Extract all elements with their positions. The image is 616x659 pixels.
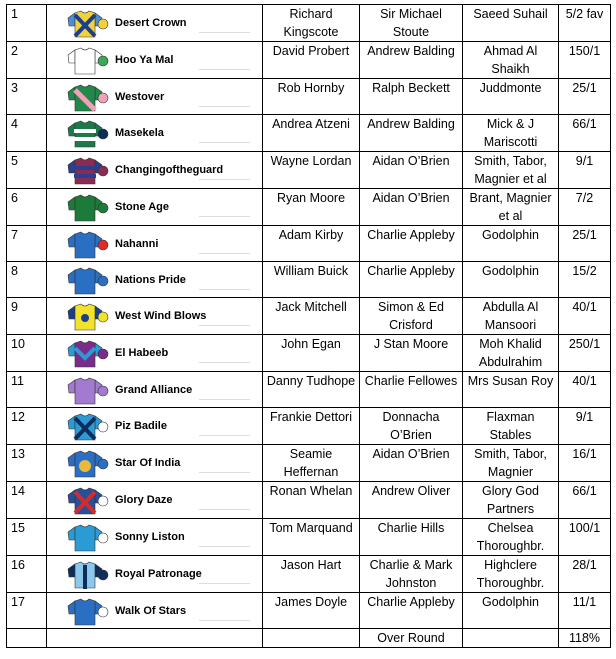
horse-cell xyxy=(47,79,263,115)
jockey-silk-icon xyxy=(65,409,109,441)
owner-name: Chelsea Thoroughbr. xyxy=(463,519,559,556)
horse-cell xyxy=(47,298,263,335)
horse-name: Hoo Ya Mal xyxy=(115,54,174,66)
jockey-silk-icon xyxy=(65,153,109,185)
owner-name: Godolphin xyxy=(463,262,559,298)
name-underline xyxy=(199,69,250,70)
name-underline xyxy=(199,325,250,326)
horse-name: Masekela xyxy=(115,127,164,139)
horse-name: Nahanni xyxy=(115,238,159,250)
jockey-name: Wayne Lordan xyxy=(263,152,360,189)
trainer-name: Donnacha O’Brien xyxy=(360,408,463,445)
jockey-silk-icon xyxy=(65,483,109,515)
odds: 5/2 fav xyxy=(559,5,611,42)
trainer-name: Charlie Hills xyxy=(360,519,463,556)
owner-name: Godolphin xyxy=(463,593,559,629)
jockey-name: Jason Hart xyxy=(263,556,360,593)
over-round-value: 118% xyxy=(559,629,611,648)
jockey-name: Jack Mitchell xyxy=(263,298,360,335)
runner-number: 9 xyxy=(7,298,47,335)
owner-name: Mrs Susan Roy xyxy=(463,372,559,408)
jockey-silk-icon xyxy=(65,227,109,259)
horse-cell xyxy=(47,372,263,408)
horse-name: El Habeeb xyxy=(115,347,169,359)
horse-name: Nations Pride xyxy=(115,274,186,286)
trainer-name: Andrew Balding xyxy=(360,42,463,79)
jockey-silk-icon xyxy=(65,6,109,38)
horse-cell xyxy=(47,115,263,152)
jockey-name: Adam Kirby xyxy=(263,226,360,262)
owner-name: Brant, Magnier et al xyxy=(463,189,559,226)
trainer-name: Aidan O’Brien xyxy=(360,445,463,482)
runner-row xyxy=(7,372,611,408)
runner-number: 14 xyxy=(7,482,47,519)
trainer-name: Andrew Balding xyxy=(360,115,463,152)
jockey-name: Richard Kingscote xyxy=(263,5,360,42)
odds: 40/1 xyxy=(559,298,611,335)
name-underline xyxy=(199,362,250,363)
runner-row xyxy=(7,152,611,189)
horse-name: Sonny Liston xyxy=(115,531,185,543)
racecard-rows xyxy=(7,5,611,629)
owner-name: Ahmad Al Shaikh xyxy=(463,42,559,79)
jockey-name: Andrea Atzeni xyxy=(263,115,360,152)
runner-row xyxy=(7,556,611,593)
odds: 66/1 xyxy=(559,482,611,519)
jockey-name: Ronan Whelan xyxy=(263,482,360,519)
horse-name: Piz Badile xyxy=(115,420,167,432)
owner-name: Glory God Partners xyxy=(463,482,559,519)
odds: 250/1 xyxy=(559,335,611,372)
horse-name: West Wind Blows xyxy=(115,310,207,322)
runner-number: 6 xyxy=(7,189,47,226)
name-underline xyxy=(199,546,250,547)
name-underline xyxy=(199,620,250,621)
odds: 25/1 xyxy=(559,79,611,115)
runner-row xyxy=(7,79,611,115)
runner-row xyxy=(7,445,611,482)
horse-cell xyxy=(47,152,263,189)
trainer-name: J Stan Moore xyxy=(360,335,463,372)
horse-name: Westover xyxy=(115,91,165,103)
horse-cell xyxy=(47,408,263,445)
horse-name: Royal Patronage xyxy=(115,568,202,580)
trainer-name: Sir Michael Stoute xyxy=(360,5,463,42)
horse-name: Glory Daze xyxy=(115,494,173,506)
trainer-name: Simon & Ed Crisford xyxy=(360,298,463,335)
runner-number: 3 xyxy=(7,79,47,115)
jockey-name: Seamie Heffernan xyxy=(263,445,360,482)
horse-cell xyxy=(47,519,263,556)
runner-row xyxy=(7,5,611,42)
odds: 15/2 xyxy=(559,262,611,298)
owner-name: Smith, Tabor, Magnier xyxy=(463,445,559,482)
runner-number: 7 xyxy=(7,226,47,262)
owner-name: Flaxman Stables xyxy=(463,408,559,445)
runner-number: 1 xyxy=(7,5,47,42)
jockey-silk-icon xyxy=(65,594,109,626)
jockey-name: William Buick xyxy=(263,262,360,298)
jockey-silk-icon xyxy=(65,299,109,331)
horse-cell xyxy=(47,593,263,629)
odds: 100/1 xyxy=(559,519,611,556)
jockey-silk-icon xyxy=(65,373,109,405)
odds: 28/1 xyxy=(559,556,611,593)
owner-name: Highclere Thoroughbr. xyxy=(463,556,559,593)
runner-row xyxy=(7,42,611,79)
jockey-silk-icon xyxy=(65,263,109,295)
owner-name: Abdulla Al Mansoori xyxy=(463,298,559,335)
horse-name: Grand Alliance xyxy=(115,384,193,396)
jockey-silk-icon xyxy=(65,116,109,148)
name-underline xyxy=(199,142,250,143)
horse-name: Walk Of Stars xyxy=(115,605,187,617)
owner-name: Saeed Suhail xyxy=(463,5,559,42)
odds: 9/1 xyxy=(559,408,611,445)
owner-name: Mick & J Mariscotti xyxy=(463,115,559,152)
runner-row xyxy=(7,262,611,298)
name-underline xyxy=(199,435,250,436)
jockey-name: Frankie Dettori xyxy=(263,408,360,445)
name-underline xyxy=(199,509,250,510)
horse-name: Star Of India xyxy=(115,457,181,469)
runner-row xyxy=(7,298,611,335)
jockey-name: Danny Tudhope xyxy=(263,372,360,408)
horse-cell xyxy=(47,189,263,226)
name-underline xyxy=(199,289,250,290)
runner-row xyxy=(7,482,611,519)
trainer-name: Andrew Oliver xyxy=(360,482,463,519)
horse-cell xyxy=(47,445,263,482)
runner-number: 17 xyxy=(7,593,47,629)
trainer-name: Charlie Appleby xyxy=(360,262,463,298)
name-underline xyxy=(199,472,250,473)
name-underline xyxy=(199,583,250,584)
runner-row xyxy=(7,519,611,556)
jockey-silk-icon xyxy=(65,80,109,112)
odds: 66/1 xyxy=(559,115,611,152)
name-underline xyxy=(199,106,250,107)
trainer-name: Ralph Beckett xyxy=(360,79,463,115)
runner-row xyxy=(7,189,611,226)
jockey-name: James Doyle xyxy=(263,593,360,629)
runner-number: 8 xyxy=(7,262,47,298)
runner-row xyxy=(7,226,611,262)
odds: 11/1 xyxy=(559,593,611,629)
name-underline xyxy=(199,32,250,33)
odds: 16/1 xyxy=(559,445,611,482)
jockey-silk-icon xyxy=(65,43,109,75)
name-underline xyxy=(199,179,250,180)
trainer-name: Aidan O’Brien xyxy=(360,189,463,226)
jockey-silk-icon xyxy=(65,336,109,368)
jockey-name: Rob Hornby xyxy=(263,79,360,115)
jockey-name: John Egan xyxy=(263,335,360,372)
odds: 40/1 xyxy=(559,372,611,408)
runner-row xyxy=(7,593,611,629)
trainer-name: Charlie Appleby xyxy=(360,226,463,262)
horse-name: Stone Age xyxy=(115,201,169,213)
racecard-table xyxy=(6,4,611,648)
owner-name: Moh Khalid Abdulrahim xyxy=(463,335,559,372)
runner-number: 10 xyxy=(7,335,47,372)
owner-name: Juddmonte xyxy=(463,79,559,115)
trainer-name: Charlie & Mark Johnston xyxy=(360,556,463,593)
jockey-silk-icon xyxy=(65,557,109,589)
odds: 150/1 xyxy=(559,42,611,79)
owner-name: Smith, Tabor, Magnier et al xyxy=(463,152,559,189)
runner-number: 15 xyxy=(7,519,47,556)
runner-number: 4 xyxy=(7,115,47,152)
runner-number: 12 xyxy=(7,408,47,445)
runner-row xyxy=(7,115,611,152)
horse-cell xyxy=(47,556,263,593)
horse-cell xyxy=(47,482,263,519)
jockey-silk-icon xyxy=(65,446,109,478)
horse-cell xyxy=(47,5,263,42)
odds: 7/2 xyxy=(559,189,611,226)
name-underline xyxy=(199,216,250,217)
jockey-name: David Probert xyxy=(263,42,360,79)
name-underline xyxy=(199,253,250,254)
runner-number: 11 xyxy=(7,372,47,408)
runner-number: 2 xyxy=(7,42,47,79)
horse-cell xyxy=(47,226,263,262)
trainer-name: Charlie Appleby xyxy=(360,593,463,629)
owner-name: Godolphin xyxy=(463,226,559,262)
footer-row xyxy=(7,629,611,648)
name-underline xyxy=(199,399,250,400)
jockey-name: Tom Marquand xyxy=(263,519,360,556)
trainer-name: Charlie Fellowes xyxy=(360,372,463,408)
jockey-silk-icon xyxy=(65,520,109,552)
horse-name: Desert Crown xyxy=(115,17,187,29)
horse-cell xyxy=(47,42,263,79)
runner-number: 5 xyxy=(7,152,47,189)
horse-name: Changingoftheguard xyxy=(115,164,224,176)
odds: 9/1 xyxy=(559,152,611,189)
over-round-label: Over Round xyxy=(360,629,463,648)
odds: 25/1 xyxy=(559,226,611,262)
jockey-silk-icon xyxy=(65,190,109,222)
horse-cell xyxy=(47,262,263,298)
runner-row xyxy=(7,408,611,445)
jockey-name: Ryan Moore xyxy=(263,189,360,226)
runner-row xyxy=(7,335,611,372)
runner-number: 16 xyxy=(7,556,47,593)
horse-cell xyxy=(47,335,263,372)
trainer-name: Aidan O’Brien xyxy=(360,152,463,189)
runner-number: 13 xyxy=(7,445,47,482)
